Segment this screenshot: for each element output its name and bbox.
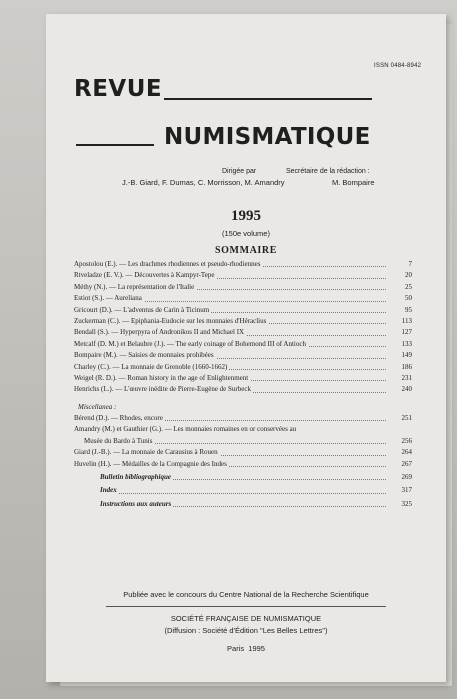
toc-entry <box>74 339 414 350</box>
toc-entry-page: 264 <box>386 447 414 458</box>
book-cover <box>46 14 446 682</box>
secretary-label: Secrétaire de la rédaction : <box>286 168 370 175</box>
toc-entry-page: 251 <box>386 413 414 424</box>
toc-entry-text: Bendall (S.). — Hyperpyra of Andronikos II and Michael IX <box>74 327 246 338</box>
toc-entry-text: Index <box>74 485 119 496</box>
direction-label: Dirigée par <box>222 168 257 175</box>
toc-entry-page: 127 <box>386 327 414 338</box>
toc-entry <box>74 316 414 327</box>
direction-names: J.-B. Giard, F. Dumas, C. Morrisson, M. Amandry <box>122 178 285 187</box>
toc-entry-page: 113 <box>386 316 414 327</box>
toc-entry-text: Henrichs (L.). — L'œuvre inédite de Pierre-Eugène de Surbeck <box>74 384 253 395</box>
toc-entry-page: 25 <box>386 282 414 293</box>
issn-number: ISSN 0484-8942 <box>374 63 422 69</box>
toc-entry-page: 133 <box>386 339 414 350</box>
toc-entry <box>74 270 414 281</box>
toc-entry <box>74 459 414 470</box>
sommaire-heading: SOMMAIRE <box>214 245 278 256</box>
toc-entry <box>74 447 414 458</box>
support-line: Publiée avec le concours du Centre National de la Recherche Scientifique <box>123 590 369 599</box>
toc-entry <box>74 384 414 395</box>
toc-entry-page: 317 <box>386 485 414 496</box>
toc-entry <box>74 350 414 361</box>
footer-separator <box>106 606 386 607</box>
title-numismatique: NUMISMATIQUE <box>164 124 371 150</box>
toc-entry <box>74 305 414 316</box>
toc-entry-text: Metcalf (D. M.) et Belaubre (J.). — The early coinage of Bohemond III of Antioch <box>74 339 308 350</box>
toc-entry <box>74 282 414 293</box>
toc-entry-page: 231 <box>386 373 414 384</box>
publication-city: Paris <box>227 644 245 653</box>
toc-entry-text: Giard (J.-B.). — La monnaie de Carausius à Rouen <box>74 447 220 458</box>
toc-entry-page: 269 <box>386 472 414 483</box>
publisher-society: SOCIÉTÉ FRANÇAISE DE NUMISMATIQUE <box>170 614 322 623</box>
toc-entry-page: 95 <box>386 305 414 316</box>
toc-entry-page: 149 <box>386 350 414 361</box>
toc-entry-text: Musée du Bardo à Tunis <box>74 436 154 447</box>
toc-entry-text: Méthy (N.). — La représentation de l'Italie <box>74 282 196 293</box>
toc-entry <box>74 293 414 304</box>
toc-entry-page: 20 <box>386 270 414 281</box>
toc-entry-text: Weigel (R. D.). — Roman history in the age of Enlightenment <box>74 373 250 384</box>
toc-entry-bulletin <box>74 472 414 483</box>
publication-year: 1995 <box>248 644 265 653</box>
toc-entry-text: Estiot (S.). — Aureliana <box>74 293 144 304</box>
toc-entry <box>74 362 414 373</box>
toc-entry-text: Apostolou (E.). — Les drachmes rhodiennes et pseudo-rhodiennes <box>74 259 262 270</box>
toc-section-miscellanea <box>74 402 414 413</box>
toc-entry-page: 240 <box>386 384 414 395</box>
toc-entry <box>74 373 414 384</box>
toc-entry-page: 256 <box>386 436 414 447</box>
toc-entry-text: Huvelin (H.). — Médailles de la Compagnie des Indes <box>74 459 229 470</box>
toc-entry-text: Bulletin bibliographique <box>74 472 173 483</box>
title-rule-left <box>76 144 154 146</box>
toc-entry-text: Bompaire (M.). — Saisies de monnaies prohibées <box>74 350 216 361</box>
distribution-line: (Diffusion : Société d'Édition "Les Belles Lettres") <box>164 626 328 635</box>
title-revue: REVUE <box>74 76 163 102</box>
publication-place <box>46 644 446 653</box>
toc-entry-instructions <box>74 499 414 510</box>
toc-entry <box>74 413 414 424</box>
toc-entry-page: 7 <box>386 259 414 270</box>
toc-entry-page: 50 <box>386 293 414 304</box>
toc-entry-page: 186 <box>386 362 414 373</box>
toc-entry-text: Zuckerman (C.). — Epiphania-Eudocie sur les monnaies d'Héraclius <box>74 316 268 327</box>
volume-number: (150e volume) <box>222 229 270 238</box>
secretary-name: M. Bompaire <box>332 178 375 187</box>
toc-entry-text: Rtveladze (E. V.). — Découvertes à Kampyr-Tepe <box>74 270 216 281</box>
toc-entry-page: 267 <box>386 459 414 470</box>
toc-entry-index <box>74 485 414 496</box>
title-rule-right <box>164 98 372 100</box>
toc-entry-page: 325 <box>386 499 414 510</box>
toc-section-label: Miscellanea : <box>74 402 118 413</box>
toc-entry <box>74 436 414 447</box>
toc-entry-text: Charley (C.). — La monnaie de Grenoble (1660-1662) <box>74 362 229 373</box>
toc-entry-text: Bérend (D.). — Rhodes, encore <box>74 413 165 424</box>
toc-entry-text: Instructions aux auteurs <box>74 499 173 510</box>
toc-entry <box>74 327 414 338</box>
toc-entry <box>74 259 414 270</box>
issue-year: 1995 <box>231 208 261 224</box>
toc-entry-text: Gricourt (D.). — L'adventus de Carin à Ticinum <box>74 305 211 316</box>
table-of-contents <box>74 259 414 510</box>
toc-entry <box>74 424 414 435</box>
toc-entry-text: Amandry (M.) et Gauthier (G.). — Les monnaies romaines en or conservées au <box>74 424 298 435</box>
